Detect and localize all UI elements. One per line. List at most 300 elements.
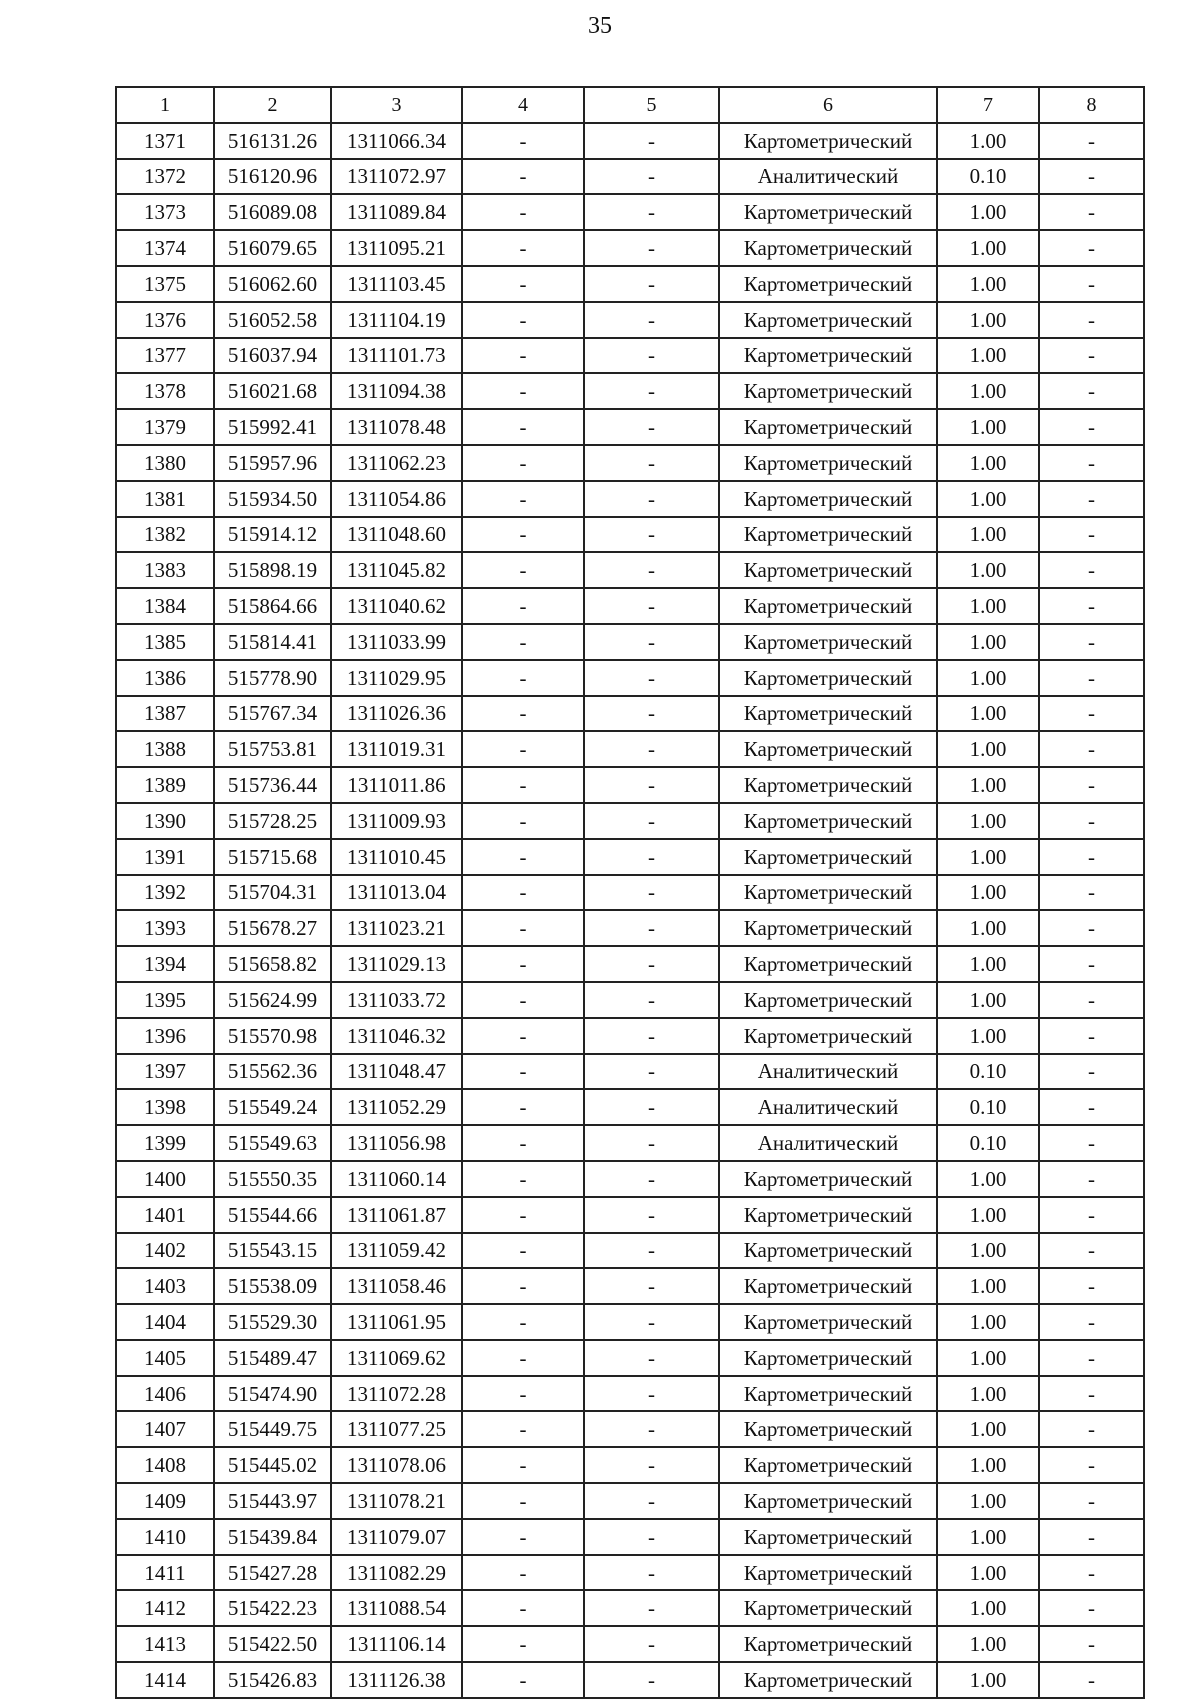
col8-cell: -	[1039, 1662, 1144, 1698]
point-number-cell: 1382	[116, 517, 214, 553]
accuracy-cell: 1.00	[937, 1519, 1039, 1555]
method-cell: Картометрический	[719, 982, 937, 1018]
point-number-cell: 1414	[116, 1662, 214, 1698]
col5-cell: -	[584, 624, 719, 660]
method-cell: Картометрический	[719, 123, 937, 159]
accuracy-cell: 1.00	[937, 302, 1039, 338]
method-cell: Картометрический	[719, 839, 937, 875]
method-cell: Картометрический	[719, 946, 937, 982]
col5-cell: -	[584, 1161, 719, 1197]
col4-cell: -	[462, 1555, 584, 1591]
y-coordinate-cell: 1311029.13	[331, 946, 462, 982]
y-coordinate-cell: 1311095.21	[331, 230, 462, 266]
method-cell: Картометрический	[719, 1018, 937, 1054]
accuracy-cell: 1.00	[937, 1018, 1039, 1054]
col8-cell: -	[1039, 1233, 1144, 1269]
y-coordinate-cell: 1311009.93	[331, 803, 462, 839]
x-coordinate-cell: 515778.90	[214, 660, 331, 696]
y-coordinate-cell: 1311046.32	[331, 1018, 462, 1054]
y-coordinate-cell: 1311033.72	[331, 982, 462, 1018]
table-row	[116, 731, 1144, 767]
x-coordinate-cell: 515489.47	[214, 1340, 331, 1376]
y-coordinate-cell: 1311126.38	[331, 1662, 462, 1698]
point-number-cell: 1391	[116, 839, 214, 875]
x-coordinate-cell: 515570.98	[214, 1018, 331, 1054]
point-number-cell: 1405	[116, 1340, 214, 1376]
x-coordinate-cell: 515549.63	[214, 1125, 331, 1161]
col8-cell: -	[1039, 588, 1144, 624]
col5-cell: -	[584, 517, 719, 553]
point-number-cell: 1407	[116, 1411, 214, 1447]
table-row	[116, 1447, 1144, 1483]
accuracy-cell: 1.00	[937, 803, 1039, 839]
table-row	[116, 481, 1144, 517]
col8-cell: -	[1039, 302, 1144, 338]
y-coordinate-cell: 1311062.23	[331, 445, 462, 481]
table-row	[116, 194, 1144, 230]
accuracy-cell: 1.00	[937, 1411, 1039, 1447]
col8-cell: -	[1039, 338, 1144, 374]
accuracy-cell: 0.10	[937, 159, 1039, 195]
col5-cell: -	[584, 1304, 719, 1340]
col4-cell: -	[462, 1089, 584, 1125]
table-row	[116, 1376, 1144, 1412]
method-cell: Картометрический	[719, 1161, 937, 1197]
table-row	[116, 1483, 1144, 1519]
col4-cell: -	[462, 982, 584, 1018]
method-cell: Картометрический	[719, 1483, 937, 1519]
col8-cell: -	[1039, 1447, 1144, 1483]
table-row	[116, 266, 1144, 302]
table-row	[116, 159, 1144, 195]
y-coordinate-cell: 1311040.62	[331, 588, 462, 624]
column-header: 1	[116, 87, 214, 123]
x-coordinate-cell: 515914.12	[214, 517, 331, 553]
point-number-cell: 1410	[116, 1519, 214, 1555]
col4-cell: -	[462, 123, 584, 159]
col4-cell: -	[462, 194, 584, 230]
col8-cell: -	[1039, 517, 1144, 553]
point-number-cell: 1371	[116, 123, 214, 159]
point-number-cell: 1378	[116, 373, 214, 409]
y-coordinate-cell: 1311019.31	[331, 731, 462, 767]
point-number-cell: 1394	[116, 946, 214, 982]
col5-cell: -	[584, 1089, 719, 1125]
accuracy-cell: 1.00	[937, 1304, 1039, 1340]
accuracy-cell: 0.10	[937, 1054, 1039, 1090]
x-coordinate-cell: 515544.66	[214, 1197, 331, 1233]
method-cell: Аналитический	[719, 1089, 937, 1125]
col4-cell: -	[462, 1161, 584, 1197]
method-cell: Картометрический	[719, 803, 937, 839]
y-coordinate-cell: 1311054.86	[331, 481, 462, 517]
point-number-cell: 1409	[116, 1483, 214, 1519]
table-row	[116, 910, 1144, 946]
method-cell: Картометрический	[719, 1233, 937, 1269]
x-coordinate-cell: 515624.99	[214, 982, 331, 1018]
col8-cell: -	[1039, 624, 1144, 660]
point-number-cell: 1383	[116, 552, 214, 588]
x-coordinate-cell: 515422.23	[214, 1590, 331, 1626]
col8-cell: -	[1039, 1590, 1144, 1626]
col5-cell: -	[584, 481, 719, 517]
col8-cell: -	[1039, 660, 1144, 696]
col5-cell: -	[584, 1197, 719, 1233]
point-number-cell: 1385	[116, 624, 214, 660]
col5-cell: -	[584, 696, 719, 732]
col8-cell: -	[1039, 1626, 1144, 1662]
accuracy-cell: 1.00	[937, 624, 1039, 660]
column-header: 3	[331, 87, 462, 123]
point-number-cell: 1397	[116, 1054, 214, 1090]
col5-cell: -	[584, 910, 719, 946]
x-coordinate-cell: 515562.36	[214, 1054, 331, 1090]
col8-cell: -	[1039, 1304, 1144, 1340]
col5-cell: -	[584, 1447, 719, 1483]
col4-cell: -	[462, 552, 584, 588]
col8-cell: -	[1039, 266, 1144, 302]
y-coordinate-cell: 1311094.38	[331, 373, 462, 409]
col4-cell: -	[462, 875, 584, 911]
point-number-cell: 1381	[116, 481, 214, 517]
col8-cell: -	[1039, 731, 1144, 767]
col8-cell: -	[1039, 445, 1144, 481]
y-coordinate-cell: 1311058.46	[331, 1268, 462, 1304]
x-coordinate-cell: 515864.66	[214, 588, 331, 624]
method-cell: Картометрический	[719, 266, 937, 302]
table-row	[116, 767, 1144, 803]
col5-cell: -	[584, 1018, 719, 1054]
table-row	[116, 552, 1144, 588]
y-coordinate-cell: 1311061.95	[331, 1304, 462, 1340]
x-coordinate-cell: 515678.27	[214, 910, 331, 946]
y-coordinate-cell: 1311056.98	[331, 1125, 462, 1161]
x-coordinate-cell: 515449.75	[214, 1411, 331, 1447]
table-row	[116, 1233, 1144, 1269]
accuracy-cell: 1.00	[937, 660, 1039, 696]
col8-cell: -	[1039, 839, 1144, 875]
x-coordinate-cell: 515992.41	[214, 409, 331, 445]
y-coordinate-cell: 1311103.45	[331, 266, 462, 302]
method-cell: Картометрический	[719, 1376, 937, 1412]
col5-cell: -	[584, 123, 719, 159]
y-coordinate-cell: 1311045.82	[331, 552, 462, 588]
table-row	[116, 1626, 1144, 1662]
method-cell: Картометрический	[719, 696, 937, 732]
method-cell: Картометрический	[719, 731, 937, 767]
point-number-cell: 1401	[116, 1197, 214, 1233]
y-coordinate-cell: 1311052.29	[331, 1089, 462, 1125]
col8-cell: -	[1039, 875, 1144, 911]
table-body	[116, 123, 1144, 1698]
y-coordinate-cell: 1311048.60	[331, 517, 462, 553]
column-header: 4	[462, 87, 584, 123]
method-cell: Картометрический	[719, 1555, 937, 1591]
col4-cell: -	[462, 839, 584, 875]
accuracy-cell: 1.00	[937, 1197, 1039, 1233]
y-coordinate-cell: 1311082.29	[331, 1555, 462, 1591]
col4-cell: -	[462, 1519, 584, 1555]
col8-cell: -	[1039, 1555, 1144, 1591]
method-cell: Картометрический	[719, 1411, 937, 1447]
x-coordinate-cell: 515439.84	[214, 1519, 331, 1555]
point-number-cell: 1379	[116, 409, 214, 445]
col8-cell: -	[1039, 1483, 1144, 1519]
accuracy-cell: 1.00	[937, 123, 1039, 159]
col8-cell: -	[1039, 1411, 1144, 1447]
table-row	[116, 1662, 1144, 1698]
point-number-cell: 1392	[116, 875, 214, 911]
table-row	[116, 123, 1144, 159]
method-cell: Картометрический	[719, 1662, 937, 1698]
point-number-cell: 1393	[116, 910, 214, 946]
method-cell: Картометрический	[719, 373, 937, 409]
col5-cell: -	[584, 1519, 719, 1555]
table-row	[116, 1519, 1144, 1555]
col5-cell: -	[584, 588, 719, 624]
col5-cell: -	[584, 839, 719, 875]
method-cell: Картометрический	[719, 1340, 937, 1376]
point-number-cell: 1412	[116, 1590, 214, 1626]
accuracy-cell: 1.00	[937, 1340, 1039, 1376]
method-cell: Картометрический	[719, 624, 937, 660]
col8-cell: -	[1039, 910, 1144, 946]
table-row	[116, 445, 1144, 481]
method-cell: Аналитический	[719, 1054, 937, 1090]
col5-cell: -	[584, 373, 719, 409]
table-header-row	[116, 87, 1144, 123]
point-number-cell: 1377	[116, 338, 214, 374]
method-cell: Картометрический	[719, 1197, 937, 1233]
x-coordinate-cell: 516120.96	[214, 159, 331, 195]
col4-cell: -	[462, 1447, 584, 1483]
col4-cell: -	[462, 1054, 584, 1090]
x-coordinate-cell: 515767.34	[214, 696, 331, 732]
accuracy-cell: 0.10	[937, 1089, 1039, 1125]
x-coordinate-cell: 515704.31	[214, 875, 331, 911]
accuracy-cell: 1.00	[937, 1268, 1039, 1304]
col8-cell: -	[1039, 1519, 1144, 1555]
page-number: 35	[588, 13, 612, 39]
point-number-cell: 1387	[116, 696, 214, 732]
col4-cell: -	[462, 588, 584, 624]
col5-cell: -	[584, 266, 719, 302]
table-row	[116, 946, 1144, 982]
col8-cell: -	[1039, 696, 1144, 732]
y-coordinate-cell: 1311013.04	[331, 875, 462, 911]
accuracy-cell: 1.00	[937, 946, 1039, 982]
col8-cell: -	[1039, 230, 1144, 266]
col8-cell: -	[1039, 982, 1144, 1018]
accuracy-cell: 1.00	[937, 696, 1039, 732]
accuracy-cell: 1.00	[937, 1161, 1039, 1197]
col5-cell: -	[584, 1268, 719, 1304]
x-coordinate-cell: 515538.09	[214, 1268, 331, 1304]
accuracy-cell: 1.00	[937, 839, 1039, 875]
method-cell: Картометрический	[719, 552, 937, 588]
column-header: 7	[937, 87, 1039, 123]
table-row	[116, 803, 1144, 839]
x-coordinate-cell: 516062.60	[214, 266, 331, 302]
col4-cell: -	[462, 230, 584, 266]
method-cell: Картометрический	[719, 588, 937, 624]
col8-cell: -	[1039, 194, 1144, 230]
col4-cell: -	[462, 373, 584, 409]
x-coordinate-cell: 515445.02	[214, 1447, 331, 1483]
accuracy-cell: 1.00	[937, 731, 1039, 767]
point-number-cell: 1400	[116, 1161, 214, 1197]
table-row	[116, 338, 1144, 374]
col8-cell: -	[1039, 1161, 1144, 1197]
col5-cell: -	[584, 1590, 719, 1626]
col5-cell: -	[584, 338, 719, 374]
col5-cell: -	[584, 159, 719, 195]
method-cell: Аналитический	[719, 1125, 937, 1161]
accuracy-cell: 1.00	[937, 409, 1039, 445]
y-coordinate-cell: 1311059.42	[331, 1233, 462, 1269]
col8-cell: -	[1039, 767, 1144, 803]
point-number-cell: 1413	[116, 1626, 214, 1662]
x-coordinate-cell: 515728.25	[214, 803, 331, 839]
col4-cell: -	[462, 696, 584, 732]
col5-cell: -	[584, 194, 719, 230]
x-coordinate-cell: 515543.15	[214, 1233, 331, 1269]
y-coordinate-cell: 1311101.73	[331, 338, 462, 374]
point-number-cell: 1395	[116, 982, 214, 1018]
y-coordinate-cell: 1311029.95	[331, 660, 462, 696]
accuracy-cell: 1.00	[937, 194, 1039, 230]
x-coordinate-cell: 515736.44	[214, 767, 331, 803]
accuracy-cell: 1.00	[937, 481, 1039, 517]
table-row	[116, 409, 1144, 445]
x-coordinate-cell: 516089.08	[214, 194, 331, 230]
col8-cell: -	[1039, 946, 1144, 982]
col5-cell: -	[584, 409, 719, 445]
table-row	[116, 588, 1144, 624]
col5-cell: -	[584, 1340, 719, 1376]
col8-cell: -	[1039, 159, 1144, 195]
col4-cell: -	[462, 1626, 584, 1662]
col5-cell: -	[584, 767, 719, 803]
accuracy-cell: 1.00	[937, 1233, 1039, 1269]
col4-cell: -	[462, 445, 584, 481]
x-coordinate-cell: 515658.82	[214, 946, 331, 982]
accuracy-cell: 1.00	[937, 517, 1039, 553]
col5-cell: -	[584, 230, 719, 266]
x-coordinate-cell: 515715.68	[214, 839, 331, 875]
col8-cell: -	[1039, 481, 1144, 517]
table-row	[116, 302, 1144, 338]
col8-cell: -	[1039, 552, 1144, 588]
table-row	[116, 1411, 1144, 1447]
y-coordinate-cell: 1311072.28	[331, 1376, 462, 1412]
y-coordinate-cell: 1311023.21	[331, 910, 462, 946]
col8-cell: -	[1039, 1054, 1144, 1090]
column-header: 2	[214, 87, 331, 123]
col4-cell: -	[462, 803, 584, 839]
col5-cell: -	[584, 875, 719, 911]
accuracy-cell: 1.00	[937, 552, 1039, 588]
point-number-cell: 1399	[116, 1125, 214, 1161]
accuracy-cell: 1.00	[937, 1590, 1039, 1626]
table-row	[116, 624, 1144, 660]
method-cell: Картометрический	[719, 481, 937, 517]
point-number-cell: 1373	[116, 194, 214, 230]
y-coordinate-cell: 1311104.19	[331, 302, 462, 338]
method-cell: Картометрический	[719, 302, 937, 338]
column-header: 6	[719, 87, 937, 123]
point-number-cell: 1388	[116, 731, 214, 767]
col5-cell: -	[584, 946, 719, 982]
col5-cell: -	[584, 1054, 719, 1090]
col4-cell: -	[462, 1268, 584, 1304]
col5-cell: -	[584, 660, 719, 696]
method-cell: Картометрический	[719, 445, 937, 481]
x-coordinate-cell: 515934.50	[214, 481, 331, 517]
point-number-cell: 1386	[116, 660, 214, 696]
x-coordinate-cell: 515753.81	[214, 731, 331, 767]
method-cell: Картометрический	[719, 409, 937, 445]
table-row	[116, 1590, 1144, 1626]
point-number-cell: 1408	[116, 1447, 214, 1483]
table-row	[116, 1555, 1144, 1591]
y-coordinate-cell: 1311069.62	[331, 1340, 462, 1376]
accuracy-cell: 1.00	[937, 1483, 1039, 1519]
y-coordinate-cell: 1311078.06	[331, 1447, 462, 1483]
point-number-cell: 1376	[116, 302, 214, 338]
col4-cell: -	[462, 517, 584, 553]
y-coordinate-cell: 1311089.84	[331, 194, 462, 230]
table-row	[116, 1268, 1144, 1304]
table-row	[116, 1304, 1144, 1340]
x-coordinate-cell: 515957.96	[214, 445, 331, 481]
col4-cell: -	[462, 1197, 584, 1233]
table-row	[116, 1197, 1144, 1233]
col4-cell: -	[462, 1304, 584, 1340]
method-cell: Картометрический	[719, 1626, 937, 1662]
accuracy-cell: 1.00	[937, 1626, 1039, 1662]
point-number-cell: 1380	[116, 445, 214, 481]
table-row	[116, 982, 1144, 1018]
col4-cell: -	[462, 159, 584, 195]
point-number-cell: 1402	[116, 1233, 214, 1269]
col5-cell: -	[584, 1233, 719, 1269]
col8-cell: -	[1039, 409, 1144, 445]
x-coordinate-cell: 515549.24	[214, 1089, 331, 1125]
point-number-cell: 1411	[116, 1555, 214, 1591]
col5-cell: -	[584, 1662, 719, 1698]
method-cell: Картометрический	[719, 338, 937, 374]
x-coordinate-cell: 516079.65	[214, 230, 331, 266]
y-coordinate-cell: 1311061.87	[331, 1197, 462, 1233]
col5-cell: -	[584, 1376, 719, 1412]
method-cell: Картометрический	[719, 1590, 937, 1626]
accuracy-cell: 1.00	[937, 875, 1039, 911]
column-header: 8	[1039, 87, 1144, 123]
y-coordinate-cell: 1311011.86	[331, 767, 462, 803]
col4-cell: -	[462, 731, 584, 767]
method-cell: Картометрический	[719, 1447, 937, 1483]
y-coordinate-cell: 1311060.14	[331, 1161, 462, 1197]
col4-cell: -	[462, 1340, 584, 1376]
col4-cell: -	[462, 1662, 584, 1698]
col8-cell: -	[1039, 373, 1144, 409]
col4-cell: -	[462, 660, 584, 696]
table-row	[116, 373, 1144, 409]
table-row	[116, 1089, 1144, 1125]
point-number-cell: 1374	[116, 230, 214, 266]
col4-cell: -	[462, 1018, 584, 1054]
